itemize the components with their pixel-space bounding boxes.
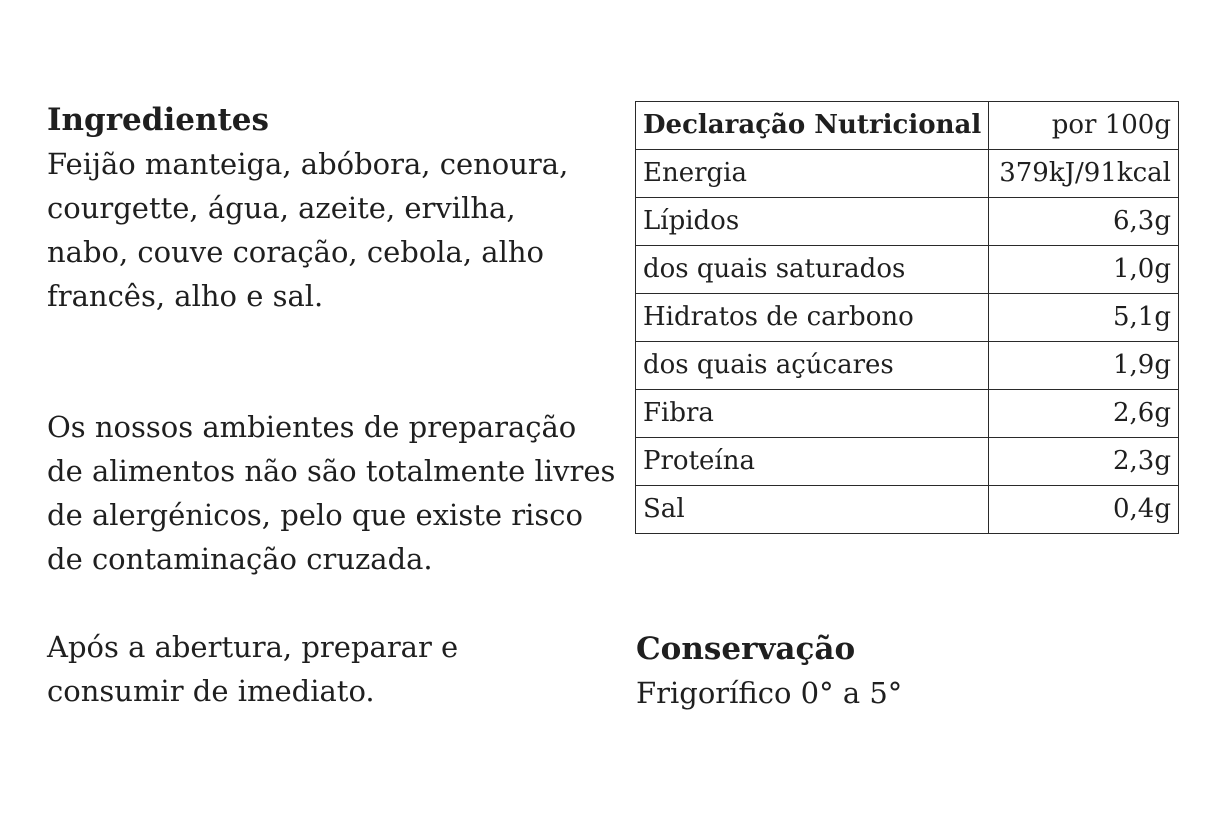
nutrient-label: Sal — [636, 486, 989, 534]
allergen-note: Os nossos ambientes de preparação de alimentos não são totalmente livres de alergénicos, pelo que existe risco de contaminação cruzada. — [47, 410, 616, 576]
nutrient-value: 2,6g — [989, 390, 1179, 438]
table-row — [636, 438, 1179, 486]
conservation-title: Conservação — [636, 631, 856, 667]
ingredients-text: Feijão manteiga, abóbora, cenoura, courgette, água, azeite, ervilha, nabo, couve coração, cebola, alho francês, alho e sal. — [47, 147, 569, 313]
conservation-text: Frigorífico 0° a 5° — [636, 676, 903, 710]
nutrient-value: 0,4g — [989, 486, 1179, 534]
conservation-section — [636, 627, 1156, 715]
nutrient-label: dos quais açúcares — [636, 342, 989, 390]
table-row — [636, 486, 1179, 534]
nutrient-label: Hidratos de carbono — [636, 294, 989, 342]
nutrient-value: 1,9g — [989, 342, 1179, 390]
nutrient-label: Fibra — [636, 390, 989, 438]
nutrition-header-label: Declaração Nutricional — [636, 102, 989, 150]
nutrient-label: Energia — [636, 150, 989, 198]
nutrient-value: 6,3g — [989, 198, 1179, 246]
nutrient-value: 1,0g — [989, 246, 1179, 294]
nutrition-header-row — [636, 102, 1179, 150]
table-row — [636, 150, 1179, 198]
ingredients-section — [47, 98, 617, 318]
table-row — [636, 246, 1179, 294]
table-row — [636, 294, 1179, 342]
nutrient-value: 379kJ/91kcal — [989, 150, 1179, 198]
table-row — [636, 342, 1179, 390]
table-row — [636, 198, 1179, 246]
nutrient-label: Proteína — [636, 438, 989, 486]
nutrient-label: Lípidos — [636, 198, 989, 246]
nutrient-value: 5,1g — [989, 294, 1179, 342]
nutrition-header-value: por 100g — [989, 102, 1179, 150]
nutrition-table — [635, 101, 1179, 534]
table-row — [636, 390, 1179, 438]
ingredients-title: Ingredientes — [47, 102, 269, 138]
nutrient-value: 2,3g — [989, 438, 1179, 486]
after-opening-note: Após a abertura, preparar e consumir de imediato. — [47, 630, 459, 708]
nutrient-label: dos quais saturados — [636, 246, 989, 294]
